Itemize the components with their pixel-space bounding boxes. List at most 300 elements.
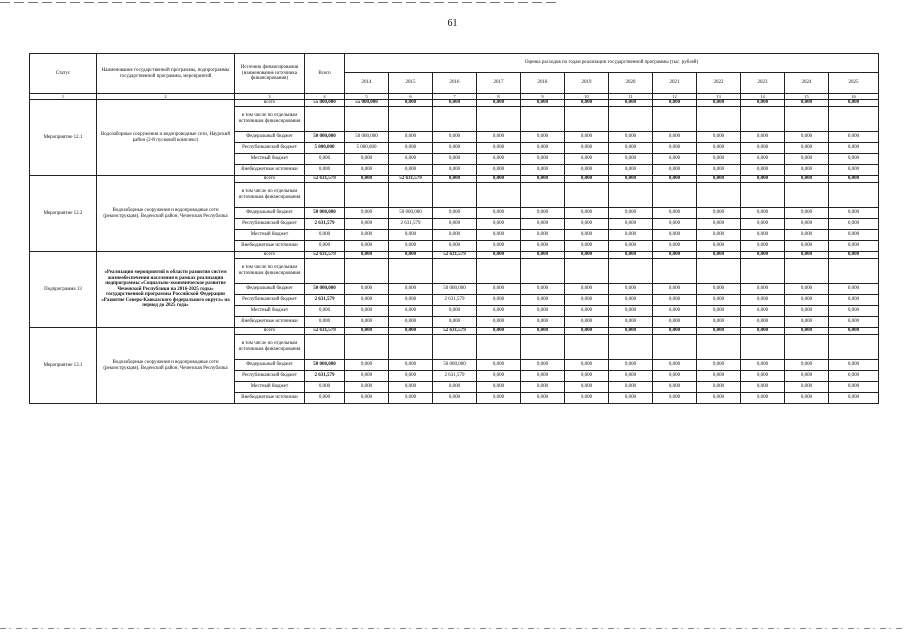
column-number: 9 <box>521 94 565 100</box>
year-value: 0,000 <box>477 241 521 252</box>
year-value: 0,000 <box>741 295 785 306</box>
column-number: 8 <box>477 94 521 100</box>
bottom-scan-line <box>0 628 905 629</box>
empty-cell <box>521 107 565 132</box>
year-value: 0,000 <box>477 165 521 176</box>
header-status: Статус <box>30 54 97 94</box>
year-value: 0,000 <box>521 306 565 317</box>
source-label: Местный бюджет <box>235 306 305 317</box>
year-value: 0,000 <box>785 100 829 107</box>
year-value: 0,000 <box>697 132 741 143</box>
year-value: 0,000 <box>829 328 879 335</box>
year-value: 0,000 <box>653 306 697 317</box>
year-value: 0,000 <box>741 306 785 317</box>
row-sum: 50 000,000 <box>305 132 345 143</box>
year-value: 0,000 <box>521 165 565 176</box>
empty-cell <box>609 107 653 132</box>
year-value: 0,000 <box>345 306 389 317</box>
year-value: 0,000 <box>389 306 433 317</box>
row-sum: 50 000,000 <box>305 360 345 371</box>
column-number: 16 <box>829 94 879 100</box>
year-value: 0,000 <box>785 132 829 143</box>
year-value: 0,000 <box>477 295 521 306</box>
year-value: 0,000 <box>521 317 565 328</box>
year-value: 0,000 <box>389 360 433 371</box>
year-value: 0,000 <box>345 241 389 252</box>
year-value: 0,000 <box>653 252 697 259</box>
empty-cell <box>785 107 829 132</box>
year-value: 0,000 <box>741 132 785 143</box>
column-number: 4 <box>305 94 345 100</box>
empty-cell <box>653 335 697 360</box>
row-sum: 0,000 <box>305 306 345 317</box>
year-value: 0,000 <box>565 328 609 335</box>
table-row <box>30 176 879 183</box>
year-value: 0,000 <box>609 328 653 335</box>
source-label: в том числе по отдельным источникам финансирования <box>235 183 305 208</box>
column-number: 5 <box>345 94 389 100</box>
year-value: 0,000 <box>477 143 521 154</box>
source-label: в том числе по отдельным источникам финансирования <box>235 259 305 284</box>
empty-cell <box>785 183 829 208</box>
empty-cell <box>345 259 389 284</box>
year-value: 0,000 <box>785 360 829 371</box>
empty-cell <box>477 335 521 360</box>
year-value: 0,000 <box>829 371 879 382</box>
column-number: 11 <box>609 94 653 100</box>
year-value: 0,000 <box>389 371 433 382</box>
year-value: 0,000 <box>521 371 565 382</box>
block-name: Водозаборные сооружения и водопроводные сети (реконструкция), Веденский район, Чеченская Республика <box>97 176 235 252</box>
empty-cell <box>389 335 433 360</box>
year-value: 0,000 <box>477 371 521 382</box>
empty-cell <box>433 259 477 284</box>
year-value: 0,000 <box>609 143 653 154</box>
year-value: 0,000 <box>829 241 879 252</box>
year-value: 0,000 <box>829 230 879 241</box>
year-value: 0,000 <box>565 165 609 176</box>
header-name: Наименование государственной программы, подпрограммы государственной программы, мероприятий <box>97 54 235 94</box>
year-value: 0,000 <box>741 360 785 371</box>
year-value: 0,000 <box>565 219 609 230</box>
block-name: «Реализация мероприятий в области развития систем жизнеобеспечения населения в рамках реализации подпрограммы «Социально-экономическое развитие Чеченской Республики на 2016-2025 годы» государственной программы Российской Федерации «Развитие Северо-Кавказского федерального округа» на период до 2025 года» <box>97 252 235 328</box>
empty-cell <box>785 335 829 360</box>
year-value: 0,000 <box>653 143 697 154</box>
header-year: 2018 <box>521 73 565 94</box>
year-value: 0,000 <box>477 230 521 241</box>
source-label: Федеральный бюджет <box>235 208 305 219</box>
column-number: 3 <box>235 94 305 100</box>
empty-cell <box>521 183 565 208</box>
empty-cell <box>697 107 741 132</box>
empty-cell <box>433 107 477 132</box>
year-value: 0,000 <box>829 252 879 259</box>
empty-cell <box>477 107 521 132</box>
source-label: Федеральный бюджет <box>235 360 305 371</box>
year-value: 0,000 <box>345 219 389 230</box>
year-value: 0,000 <box>653 284 697 295</box>
year-value: 0,000 <box>653 132 697 143</box>
year-value: 0,000 <box>785 284 829 295</box>
year-value: 0,000 <box>741 328 785 335</box>
year-value: 0,000 <box>829 208 879 219</box>
year-value: 0,000 <box>389 317 433 328</box>
empty-cell <box>521 259 565 284</box>
empty-cell <box>305 335 345 360</box>
column-number: 13 <box>697 94 741 100</box>
source-label: в том числе по отдельным источникам финансирования <box>235 335 305 360</box>
year-value: 0,000 <box>785 371 829 382</box>
source-label: Внебюджетные источники <box>235 393 305 404</box>
year-value: 0,000 <box>609 241 653 252</box>
year-value: 0,000 <box>609 154 653 165</box>
year-value: 52 631,579 <box>433 328 477 335</box>
year-value: 0,000 <box>609 208 653 219</box>
row-sum: 55 000,000 <box>305 100 345 107</box>
empty-cell <box>609 183 653 208</box>
block-name: Водозаборные сооружения и водопроводные сети, Наурский район (2-й пусковой комплекс) <box>97 100 235 176</box>
empty-cell <box>565 335 609 360</box>
year-value: 0,000 <box>477 284 521 295</box>
year-value: 0,000 <box>609 371 653 382</box>
year-value: 0,000 <box>565 154 609 165</box>
block-status: Мероприятие 13.1 <box>30 328 97 404</box>
empty-cell <box>697 335 741 360</box>
year-value: 0,000 <box>785 295 829 306</box>
header-year: 2014 <box>345 73 389 94</box>
year-value: 0,000 <box>565 208 609 219</box>
year-value: 0,000 <box>345 295 389 306</box>
year-value: 0,000 <box>389 328 433 335</box>
year-value: 0,000 <box>697 382 741 393</box>
row-sum: 0,000 <box>305 317 345 328</box>
year-value: 0,000 <box>433 154 477 165</box>
year-value: 0,000 <box>433 219 477 230</box>
source-label: Внебюджетные источники <box>235 165 305 176</box>
year-value: 0,000 <box>477 208 521 219</box>
row-sum: 52 631,579 <box>305 176 345 183</box>
header-estimate: Оценка расходов по годам реализации государственной программы (тыс. рублей) <box>345 54 879 73</box>
empty-cell <box>697 183 741 208</box>
empty-cell <box>305 107 345 132</box>
row-sum: 0,000 <box>305 230 345 241</box>
block-status: Мероприятие 12.2 <box>30 176 97 252</box>
empty-cell <box>389 259 433 284</box>
column-number: 2 <box>97 94 235 100</box>
empty-cell <box>829 183 879 208</box>
year-value: 0,000 <box>565 132 609 143</box>
year-value: 0,000 <box>521 295 565 306</box>
year-value: 0,000 <box>565 393 609 404</box>
year-value: 0,000 <box>345 360 389 371</box>
year-value: 0,000 <box>653 154 697 165</box>
year-value: 0,000 <box>829 284 879 295</box>
year-value: 0,000 <box>697 393 741 404</box>
empty-cell <box>345 183 389 208</box>
year-value: 0,000 <box>653 165 697 176</box>
year-value: 0,000 <box>697 284 741 295</box>
year-value: 0,000 <box>609 132 653 143</box>
source-label: Внебюджетные источники <box>235 317 305 328</box>
year-value: 0,000 <box>433 165 477 176</box>
header-year: 2015 <box>389 73 433 94</box>
year-value: 0,000 <box>697 143 741 154</box>
year-value: 0,000 <box>345 230 389 241</box>
year-value: 0,000 <box>785 230 829 241</box>
year-value: 0,000 <box>829 165 879 176</box>
year-value: 0,000 <box>609 176 653 183</box>
year-value: 0,000 <box>697 360 741 371</box>
column-number: 15 <box>785 94 829 100</box>
year-value: 0,000 <box>389 230 433 241</box>
source-label: Местный бюджет <box>235 154 305 165</box>
year-value: 0,000 <box>565 143 609 154</box>
year-value: 0,000 <box>433 143 477 154</box>
table-row <box>30 252 879 259</box>
header-year: 2020 <box>609 73 653 94</box>
empty-cell <box>741 107 785 132</box>
year-value: 0,000 <box>521 284 565 295</box>
table-body <box>30 100 879 404</box>
empty-cell <box>609 335 653 360</box>
year-value: 0,000 <box>697 328 741 335</box>
year-value: 0,000 <box>697 208 741 219</box>
year-value: 0,000 <box>389 252 433 259</box>
year-value: 0,000 <box>433 382 477 393</box>
year-value: 52 631,579 <box>389 176 433 183</box>
year-value: 50 000,000 <box>433 284 477 295</box>
year-value: 0,000 <box>477 317 521 328</box>
year-value: 0,000 <box>477 154 521 165</box>
year-value: 0,000 <box>653 393 697 404</box>
year-value: 0,000 <box>521 252 565 259</box>
empty-cell <box>389 183 433 208</box>
year-value: 0,000 <box>653 360 697 371</box>
year-value: 0,000 <box>477 219 521 230</box>
year-value: 0,000 <box>521 219 565 230</box>
source-label: в том числе по отдельным источникам финансирования <box>235 107 305 132</box>
year-value: 0,000 <box>565 284 609 295</box>
year-value: 0,000 <box>609 306 653 317</box>
year-value: 0,000 <box>785 176 829 183</box>
year-value: 0,000 <box>785 208 829 219</box>
empty-cell <box>565 183 609 208</box>
year-value: 0,000 <box>697 306 741 317</box>
empty-cell <box>785 259 829 284</box>
empty-cell <box>433 335 477 360</box>
year-value: 0,000 <box>389 154 433 165</box>
empty-cell <box>653 183 697 208</box>
year-value: 0,000 <box>433 176 477 183</box>
year-value: 0,000 <box>741 230 785 241</box>
year-value: 0,000 <box>609 100 653 107</box>
year-value: 0,000 <box>345 252 389 259</box>
year-value: 0,000 <box>345 176 389 183</box>
year-value: 0,000 <box>389 100 433 107</box>
year-value: 0,000 <box>741 165 785 176</box>
empty-cell <box>389 107 433 132</box>
year-value: 0,000 <box>345 382 389 393</box>
year-value: 0,000 <box>653 295 697 306</box>
empty-cell <box>521 335 565 360</box>
year-value: 0,000 <box>521 241 565 252</box>
year-value: 0,000 <box>609 252 653 259</box>
empty-cell <box>829 259 879 284</box>
year-value: 0,000 <box>697 371 741 382</box>
year-value: 2 631,579 <box>433 295 477 306</box>
year-value: 0,000 <box>829 100 879 107</box>
year-value: 0,000 <box>829 154 879 165</box>
row-sum: 2 631,579 <box>305 295 345 306</box>
year-value: 0,000 <box>565 252 609 259</box>
year-value: 0,000 <box>565 382 609 393</box>
year-value: 0,000 <box>433 230 477 241</box>
year-value: 0,000 <box>785 154 829 165</box>
year-value: 0,000 <box>521 176 565 183</box>
year-value: 0,000 <box>477 252 521 259</box>
header-source: Источник финансирования (наименование источника финансирования) <box>235 54 305 94</box>
row-sum: 2 631,579 <box>305 371 345 382</box>
year-value: 0,000 <box>653 317 697 328</box>
empty-cell <box>653 259 697 284</box>
year-value: 0,000 <box>521 208 565 219</box>
source-label: Федеральный бюджет <box>235 284 305 295</box>
year-value: 0,000 <box>477 306 521 317</box>
empty-cell <box>741 183 785 208</box>
year-value: 0,000 <box>565 230 609 241</box>
year-value: 0,000 <box>521 154 565 165</box>
year-value: 0,000 <box>609 393 653 404</box>
year-value: 0,000 <box>521 393 565 404</box>
source-label: Республиканский бюджет <box>235 371 305 382</box>
empty-cell <box>609 259 653 284</box>
header-total: Всего <box>305 54 345 94</box>
year-value: 0,000 <box>785 241 829 252</box>
year-value: 0,000 <box>697 100 741 107</box>
empty-cell <box>345 107 389 132</box>
block-status: Подпрограмма 13 <box>30 252 97 328</box>
year-value: 0,000 <box>653 208 697 219</box>
header-year: 2023 <box>741 73 785 94</box>
year-value: 0,000 <box>609 230 653 241</box>
row-sum: 50 000,000 <box>305 208 345 219</box>
year-value: 0,000 <box>477 393 521 404</box>
year-value: 0,000 <box>609 284 653 295</box>
year-value: 0,000 <box>697 219 741 230</box>
year-value: 0,000 <box>477 132 521 143</box>
year-value: 0,000 <box>741 371 785 382</box>
year-value: 0,000 <box>609 360 653 371</box>
year-value: 0,000 <box>433 317 477 328</box>
source-label: Местный бюджет <box>235 230 305 241</box>
year-value: 0,000 <box>697 230 741 241</box>
header-year: 2022 <box>697 73 741 94</box>
header-year: 2019 <box>565 73 609 94</box>
year-value: 0,000 <box>477 100 521 107</box>
source-label: Республиканский бюджет <box>235 219 305 230</box>
column-number: 14 <box>741 94 785 100</box>
year-value: 0,000 <box>741 154 785 165</box>
year-value: 0,000 <box>829 219 879 230</box>
year-value: 0,000 <box>697 176 741 183</box>
year-value: 0,000 <box>653 328 697 335</box>
year-value: 0,000 <box>345 317 389 328</box>
empty-cell <box>829 335 879 360</box>
year-value: 0,000 <box>785 393 829 404</box>
year-value: 0,000 <box>785 306 829 317</box>
year-value: 0,000 <box>829 317 879 328</box>
year-value: 0,000 <box>609 382 653 393</box>
year-value: 0,000 <box>829 176 879 183</box>
year-value: 0,000 <box>565 241 609 252</box>
year-value: 0,000 <box>345 328 389 335</box>
year-value: 0,000 <box>785 382 829 393</box>
year-value: 0,000 <box>741 382 785 393</box>
year-value: 0,000 <box>521 230 565 241</box>
year-value: 0,000 <box>697 165 741 176</box>
year-value: 0,000 <box>345 154 389 165</box>
year-value: 0,000 <box>829 393 879 404</box>
row-sum: 50 000,000 <box>305 284 345 295</box>
header-year: 2017 <box>477 73 521 94</box>
year-value: 0,000 <box>477 382 521 393</box>
year-value: 0,000 <box>345 284 389 295</box>
empty-cell <box>697 259 741 284</box>
year-value: 0,000 <box>697 317 741 328</box>
year-value: 0,000 <box>389 393 433 404</box>
year-value: 0,000 <box>785 219 829 230</box>
column-number: 1 <box>30 94 97 100</box>
column-number: 12 <box>653 94 697 100</box>
year-value: 0,000 <box>785 165 829 176</box>
row-sum: 52 631,579 <box>305 328 345 335</box>
source-label: всего <box>235 328 305 335</box>
year-value: 0,000 <box>785 143 829 154</box>
year-value: 2 631,579 <box>433 371 477 382</box>
header-year: 2021 <box>653 73 697 94</box>
year-value: 0,000 <box>829 295 879 306</box>
year-value: 0,000 <box>521 382 565 393</box>
empty-cell <box>477 259 521 284</box>
year-value: 0,000 <box>829 382 879 393</box>
year-value: 0,000 <box>697 154 741 165</box>
year-value: 0,000 <box>433 306 477 317</box>
source-label: Местный бюджет <box>235 382 305 393</box>
year-value: 0,000 <box>565 371 609 382</box>
year-value: 0,000 <box>829 360 879 371</box>
year-value: 0,000 <box>565 100 609 107</box>
year-value: 0,000 <box>521 132 565 143</box>
year-value: 0,000 <box>433 241 477 252</box>
year-value: 0,000 <box>565 360 609 371</box>
source-label: Федеральный бюджет <box>235 132 305 143</box>
empty-cell <box>653 107 697 132</box>
row-sum: 52 631,579 <box>305 252 345 259</box>
year-value: 0,000 <box>697 241 741 252</box>
table-row <box>30 100 879 107</box>
empty-cell <box>565 259 609 284</box>
year-value: 0,000 <box>389 295 433 306</box>
empty-cell <box>829 107 879 132</box>
year-value: 0,000 <box>389 165 433 176</box>
source-label: всего <box>235 176 305 183</box>
year-value: 0,000 <box>653 371 697 382</box>
empty-cell <box>477 183 521 208</box>
year-value: 0,000 <box>565 306 609 317</box>
year-value: 0,000 <box>829 132 879 143</box>
empty-cell <box>305 183 345 208</box>
empty-cell <box>741 335 785 360</box>
